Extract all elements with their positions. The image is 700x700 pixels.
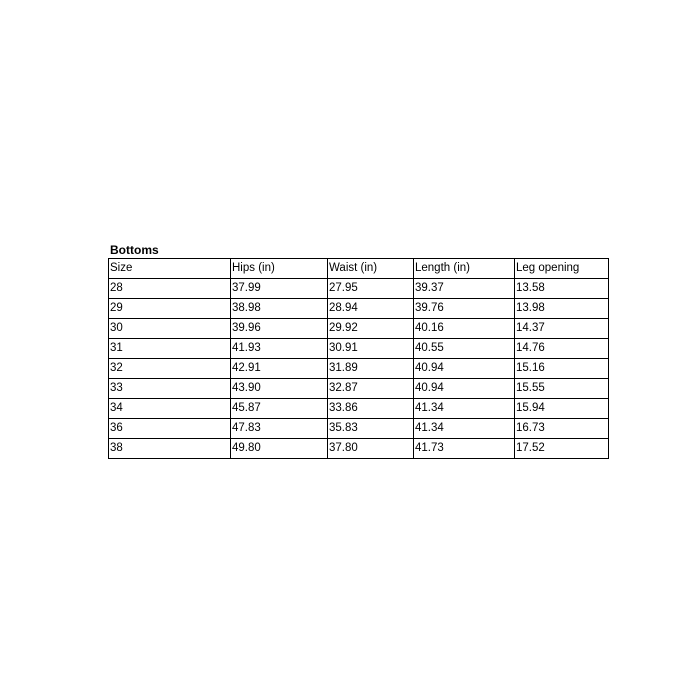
cell-length: 40.94 xyxy=(414,379,515,399)
cell-hips: 49.80 xyxy=(231,439,328,459)
cell-leg-opening: 13.58 xyxy=(515,279,609,299)
cell-waist: 32.87 xyxy=(328,379,414,399)
cell-length: 40.94 xyxy=(414,359,515,379)
cell-hips: 38.98 xyxy=(231,299,328,319)
cell-size: 28 xyxy=(109,279,231,299)
cell-leg-opening: 14.76 xyxy=(515,339,609,359)
header-size: Size xyxy=(109,259,231,279)
cell-size: 30 xyxy=(109,319,231,339)
cell-leg-opening: 14.37 xyxy=(515,319,609,339)
cell-leg-opening: 15.55 xyxy=(515,379,609,399)
cell-leg-opening: 15.16 xyxy=(515,359,609,379)
table-row xyxy=(109,279,609,299)
header-length: Length (in) xyxy=(414,259,515,279)
cell-length: 39.76 xyxy=(414,299,515,319)
cell-length: 41.34 xyxy=(414,399,515,419)
cell-size: 34 xyxy=(109,399,231,419)
table-row xyxy=(109,439,609,459)
cell-size: 31 xyxy=(109,339,231,359)
cell-size: 38 xyxy=(109,439,231,459)
header-leg-opening: Leg opening xyxy=(515,259,609,279)
cell-hips: 43.90 xyxy=(231,379,328,399)
cell-leg-opening: 15.94 xyxy=(515,399,609,419)
cell-length: 40.55 xyxy=(414,339,515,359)
cell-waist: 35.83 xyxy=(328,419,414,439)
cell-hips: 47.83 xyxy=(231,419,328,439)
cell-hips: 37.99 xyxy=(231,279,328,299)
header-hips: Hips (in) xyxy=(231,259,328,279)
table-row xyxy=(109,339,609,359)
cell-hips: 39.96 xyxy=(231,319,328,339)
size-chart xyxy=(108,243,609,459)
size-table xyxy=(108,258,609,459)
table-row xyxy=(109,379,609,399)
cell-waist: 28.94 xyxy=(328,299,414,319)
table-row xyxy=(109,399,609,419)
cell-waist: 29.92 xyxy=(328,319,414,339)
cell-size: 33 xyxy=(109,379,231,399)
table-row xyxy=(109,359,609,379)
cell-length: 41.73 xyxy=(414,439,515,459)
cell-leg-opening: 16.73 xyxy=(515,419,609,439)
cell-waist: 30.91 xyxy=(328,339,414,359)
cell-waist: 27.95 xyxy=(328,279,414,299)
cell-leg-opening: 13.98 xyxy=(515,299,609,319)
cell-waist: 37.80 xyxy=(328,439,414,459)
cell-waist: 31.89 xyxy=(328,359,414,379)
cell-hips: 45.87 xyxy=(231,399,328,419)
table-header-row xyxy=(109,259,609,279)
cell-length: 41.34 xyxy=(414,419,515,439)
cell-size: 36 xyxy=(109,419,231,439)
cell-length: 40.16 xyxy=(414,319,515,339)
cell-waist: 33.86 xyxy=(328,399,414,419)
cell-leg-opening: 17.52 xyxy=(515,439,609,459)
table-row xyxy=(109,419,609,439)
header-waist: Waist (in) xyxy=(328,259,414,279)
table-row xyxy=(109,319,609,339)
table-title: Bottoms xyxy=(110,243,159,257)
cell-hips: 42.91 xyxy=(231,359,328,379)
cell-length: 39.37 xyxy=(414,279,515,299)
cell-size: 29 xyxy=(109,299,231,319)
cell-hips: 41.93 xyxy=(231,339,328,359)
cell-size: 32 xyxy=(109,359,231,379)
table-row xyxy=(109,299,609,319)
